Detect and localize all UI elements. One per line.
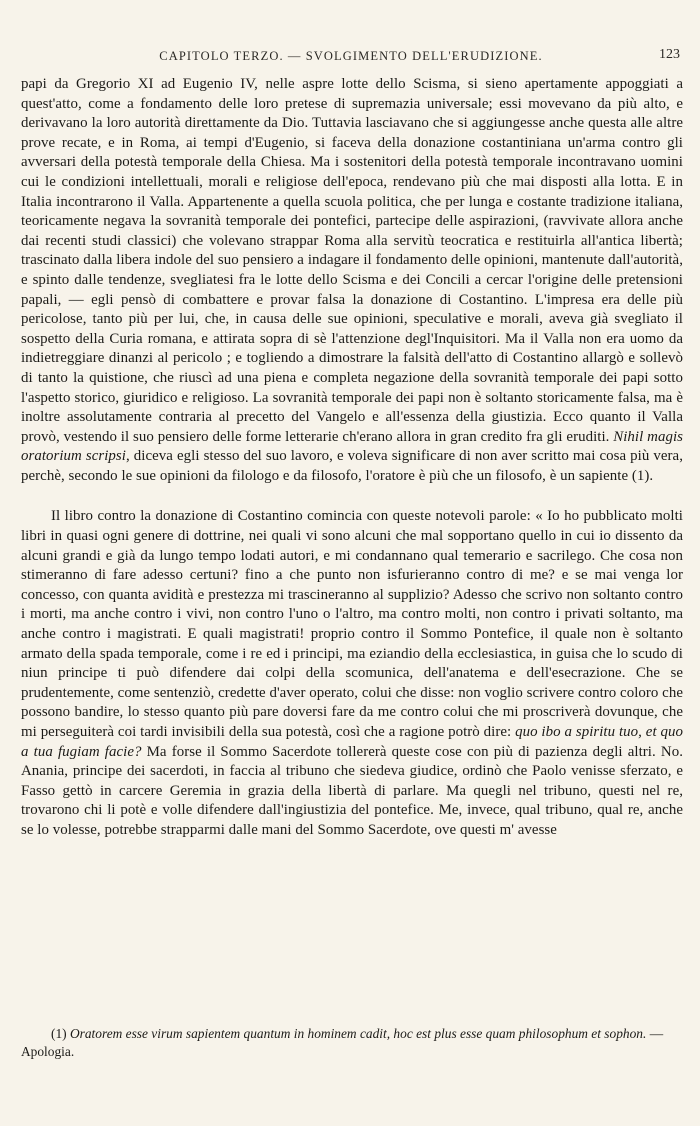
footnote-quote: Oratorem esse virum sapientem quantum in hominem cadit, hoc est plus esse quam philosophum et sophon.: [69, 1026, 647, 1041]
latin-quote: quo ibo a spiritu tuo, et quo a tua fugiam facie?: [21, 724, 683, 760]
page-number: 123: [659, 47, 680, 62]
paragraph: [21, 507, 683, 840]
footnote-marker: (1): [51, 1026, 67, 1041]
paragraph-text: , diceva egli stesso del suo lavoro, e voleva significare di non aver scritto mai cosa più vera, perchè, secondo le sue opinioni da filologo e da filosofo, l'oratore è più che un filosofo, è un sapiente (1).: [21, 448, 683, 484]
running-title: CAPITOLO TERZO. — SVOLGIMENTO DELL'ERUDIZIONE.: [159, 49, 543, 63]
latin-quote: Nihil magis oratorium scripsi: [21, 428, 683, 465]
body-text: [21, 75, 683, 841]
paragraph: [21, 75, 683, 486]
paragraph-text: Ma forse il Sommo Sacerdote tollererà queste cose con più di pazienza degli altri. No. Anania, principe dei sacerdoti, in faccia al tribuno che siedeva giudice, ordinò che Paolo venisse sferzato, e Fasso gettò in carcere Geremia in grazia della libertà di parlare. Ma quegli nel tribuno, questi nel re, trovarono chi li potè e volle difendere dall'ingiustizia del pontefice. Me, invece, qual tribuno, qual re, anche se lo volesse, potrebbe strapparmi dalle mani del Sommo Sacerdote, ove questi m' avesse: [21, 743, 683, 838]
footnote-source: — Apologia.: [21, 1026, 664, 1059]
running-head: [22, 49, 680, 69]
footnote: [21, 1025, 681, 1061]
paragraph-text: papi da Gregorio XI ad Eugenio IV, nelle aspre lotte dello Scisma, si sieno apertamente appoggiati a quest'atto, come a fondamento delle loro pretese di supremazia universale; essi movevano da più alto, e derivavano la loro autorità direttamente da Dio. Tuttavia lasciavano che si aggiungesse anche questa alle altre prove recate, e in Roma, ai tempi d'Eugenio, si faceva della donazione costantiniana un'arma contro gli avversari della potestà temporale della Chiesa. Ma i sostenitori della potestà temporale incontravano uomini cui le condizioni intellettuali, morali e religiose dell'epoca, rendevano più che mai disposti alla lotta. E in Italia incontrarono il Valla. Appartenente a quella scuola politica, che per lunga e costante tradizione italiana, teoricamente negava la sovranità temporale dei pontefici, partecipe delle aspirazioni, (ravvivate allora anche dai recenti studi classici) che volevano strappar Roma alla servitù teocratica e restituirla all'antica libertà; trascinato dalla libera indole del suo pensiero a indagare il fondamento delle opinioni, mantenute dall'autorità, e spinto dalle tendenze, svegliatesi fra le lotte dello Scisma e dei Concili a cercar l'origine delle pretensioni papali, — egli pensò di combattere e provar falsa la donazione di Costantino. L'impresa era delle più pericolose, tanto più per lui, che, in causa delle sue opinioni, speculative e morali, aveva già svegliato il sospetto della Curia romana, e attirata sopra di sè l'attenzione degl'Inquisitori. Ma il Valla non era uomo da indietreggiare dinanzi al pericolo ; e togliendo a dimostrare la falsità dell'atto di Costantino allargò e sollevò di tanto la quistione, che riuscì ad una piena e completa negazione della sovranità temporale dei papi sotto l'aspetto storico, giuridico e religioso. La sovranità temporale dei papi non è soltanto storicamente falsa, ma è inoltre assolutamente contraria al precetto del Vangelo e all'essenza della giustizia. Ecco quanto il Valla provò, vestendo il suo pensiero delle forme letterarie ch'erano allora in gran credito fra gli eruditi.: [21, 76, 683, 445]
paragraph-text: Il libro contro la donazione di Costantino comincia con queste notevoli parole: « Io ho pubblicato molti libri in quasi ogni genere di dottrine, nei quali vi sono alcuni che mal sopportano quello in cui io dissento da alcuni grandi e già da lungo tempo lodati autori, e mi condannano qual temerario e sacrilego. Che cosa non stimeranno di fare adesso certuni? fino a che punto non isfurieranno contro di me? e se mai venga lor concesso, con quanta avidità e prestezza mi trascineranno al supplizio? Adesso che scrivo non soltanto contro i morti, ma anche contro i vivi, non contro l'uno o l'altro, ma contro molti, non contro i privati soltanto, ma anche contro i magistrati. E quali magistrati! proprio contro il Sommo Pontefice, il quale non è soltanto armato della spada temporale, come i re ed i principi, ma eziandio della ecclesiastica, in guisa che lo scudo di niun principe ti può difendere dai colpi della scomunica, dell'anatema e dell'esecrazione. Che se prudentemente, come sentenziò, credette d'aver operato, colui che disse: non voglio scrivere contro coloro che possono bandire, lo stesso quanto più pare doversi fare da me contro colui che mi proscriverà dovunque, che mi perseguiterà coi tardi invisibili della sua potestà, così che a ragione potrò dire:: [21, 508, 683, 740]
